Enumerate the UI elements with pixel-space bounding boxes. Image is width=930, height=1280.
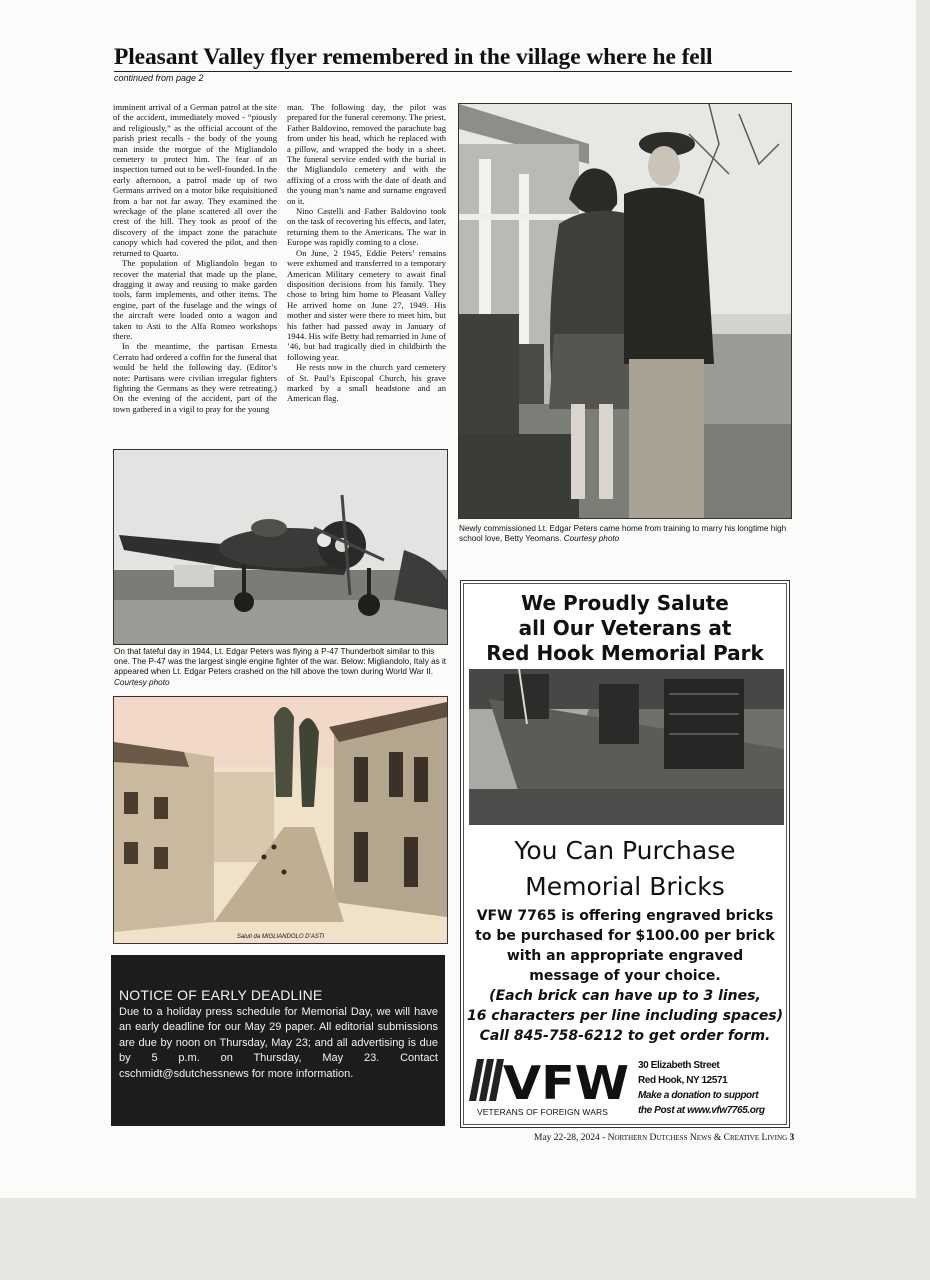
ad-headline-line: all Our Veterans at [518,616,732,640]
p47-plane-photo [113,449,448,645]
vfw-advertisement [460,580,790,1128]
continued-note: continued from page 2 [114,73,204,83]
vfw-address-line: Red Hook, NY 12571 [638,1075,728,1086]
postcard-label: Saluti da MIGLIANDOLO D’ASTI [236,934,325,940]
ad-title-line: You Can Purchase [514,836,736,865]
article-column-1 [113,102,277,414]
ad-headline-line: We Proudly Salute [521,591,729,615]
ad-title-line: Memorial Bricks [525,872,725,901]
headline-rule [114,71,792,72]
early-deadline-notice [111,955,445,1126]
col1-paragraph: The population of Migliandolo began to recover the material that made up the plane, dragging it away and reusing to make garden tools, farm implements, and other items. The engine, part of the fuselage and the wings of the aircraft were loaded onto a wagon and taken to Asti to the Alfa Romeo workshops there. [113,258,277,341]
ad-headline-line: Red Hook Memorial Park [486,641,764,665]
ad-italic-line: 16 characters per line including spaces) [466,1008,784,1024]
ad-body-line: message of your choice. [529,968,721,984]
footer-page-number: 3 [789,1133,795,1143]
migliandolo-postcard [113,696,448,944]
couple-caption-text: Newly commissioned Lt. Edgar Peters came home from training to marry his longtime high school love, Betty Yeomans. [459,524,787,544]
col2-paragraph: Nino Castelli and Father Baldovino took on the task of recovering his effects, and later, returning them to the Americans. The war in Europe was rapidly coming to a close. [287,206,446,248]
ad-italic-line: (Each brick can have up to 3 lines, [489,988,761,1004]
plane-caption-credit: Courtesy photo [114,677,170,687]
article-column-2 [287,102,446,404]
vfw-address-block [638,1058,765,1118]
couple-photo-caption [459,524,791,544]
notice-title: NOTICE OF EARLY DEADLINE [119,987,323,1003]
vfw-donation-line: Make a donation to support [638,1090,759,1101]
notice-body: Due to a holiday press schedule for Memorial Day, we will have an early deadline for our May 29 paper. All editorial submissions are due by noon on Thursday, May 23; and all advertising is due by 5 p.m. on Thursday, May 23. Contact cschmidt@sdutchessnews for more information. [119,1006,438,1080]
page-footer [534,1133,794,1143]
ad-title [461,833,789,905]
footer-date: May 22-28, 2024 - [534,1133,606,1143]
plane-photo-caption [114,647,447,688]
vfw-address-line: 30 Elizabeth Street [638,1060,720,1071]
vfw-logo [467,1057,632,1102]
vfw-subtitle: VETERANS OF FOREIGN WARS [477,1107,609,1117]
vfw-logo-text: VFW [503,1057,629,1102]
plane-caption-text: On that fateful day in 1944, Lt. Edgar Peters was flying a P-47 Thunderbolt similar to this one. The P-47 was the largest single engine fighter of the war. Below: Migliandolo, Italy as it appeared when Lt. Edgar Peters crashed on the hill above the town during World War II. [114,647,447,677]
ad-body-line: VFW 7765 is offering engraved bricks [476,908,774,924]
memorial-park-photo [469,669,784,825]
footer-paper-name: Northern Dutchess News & Creative Living [607,1133,788,1143]
vfw-donation-line: the Post at www.vfw7765.org [638,1105,765,1116]
col1-paragraph: In the meantime, the partisan Ernesta Cerrato had ordered a coffin for the funeral that would be held the following day. (Editor’s note: Partisans were civilian irregular fighters fighting the Germans as they were retreating.) On the evening of the accident, part of the town gathered in a vigil to pray for the young [113,341,277,414]
col1-paragraph: imminent arrival of a German patrol at the site of the accident, immediately moved - “piously and religiously,” as the official account of the parish priest recalls - the body of the young man inside the morgue of the Migliandolo cemetery to protect him. The fear of an inspection turned out to be well-founded. In the early afternoon, a patrol made up of two Germans arrived on a motor bike requisitioned from a bar not far away. They examined the wreckage of the plane scattered all over the crest of the hill. They took as proof of the discovery of the impact zone the parachute canopy which had covered the pilot, and then returned to Quarto. [113,102,277,258]
col2-paragraph: man. The following day, the pilot was prepared for the funeral ceremony. The priest, Father Baldovino, removed the parachute bag from under his head, which he replaced with a pillow, and wrapped the body in a sheet. The funeral service ended with the burial in the Migliandolo cemetery and with the affixing of a cross with the date of death and the young man’s name and surname engraved on it. [287,102,446,206]
ad-body [461,906,789,1046]
ad-italic-line: Call 845-758-6212 to get order form. [479,1028,771,1044]
couple-photo [458,103,792,519]
col2-paragraph: He rests now in the church yard cemetery of St. Paul’s Episcopal Church, his grave marked by a small headstone and an American flag. [287,362,446,404]
page-headline: Pleasant Valley flyer remembered in the village where he fell [114,44,713,70]
couple-caption-credit: Courtesy photo [563,534,620,544]
ad-body-line: with an appropriate engraved [506,948,744,964]
ad-headline [461,591,789,666]
ad-body-line: to be purchased for $100.00 per brick [475,928,775,944]
col2-paragraph: On June, 2 1945, Eddie Peters’ remains were exhumed and transferred to a temporary American Military cemetery to await final disposition decisions from his family. They chose to bring him home to Pleasant Valley He arrived home on June 27, 1949. His mother and sister were there to meet him, but his father had passed away in January of 1944. His wife Betty had remarried in June of ’46, but had tragically died in childbirth the following year. [287,247,446,362]
